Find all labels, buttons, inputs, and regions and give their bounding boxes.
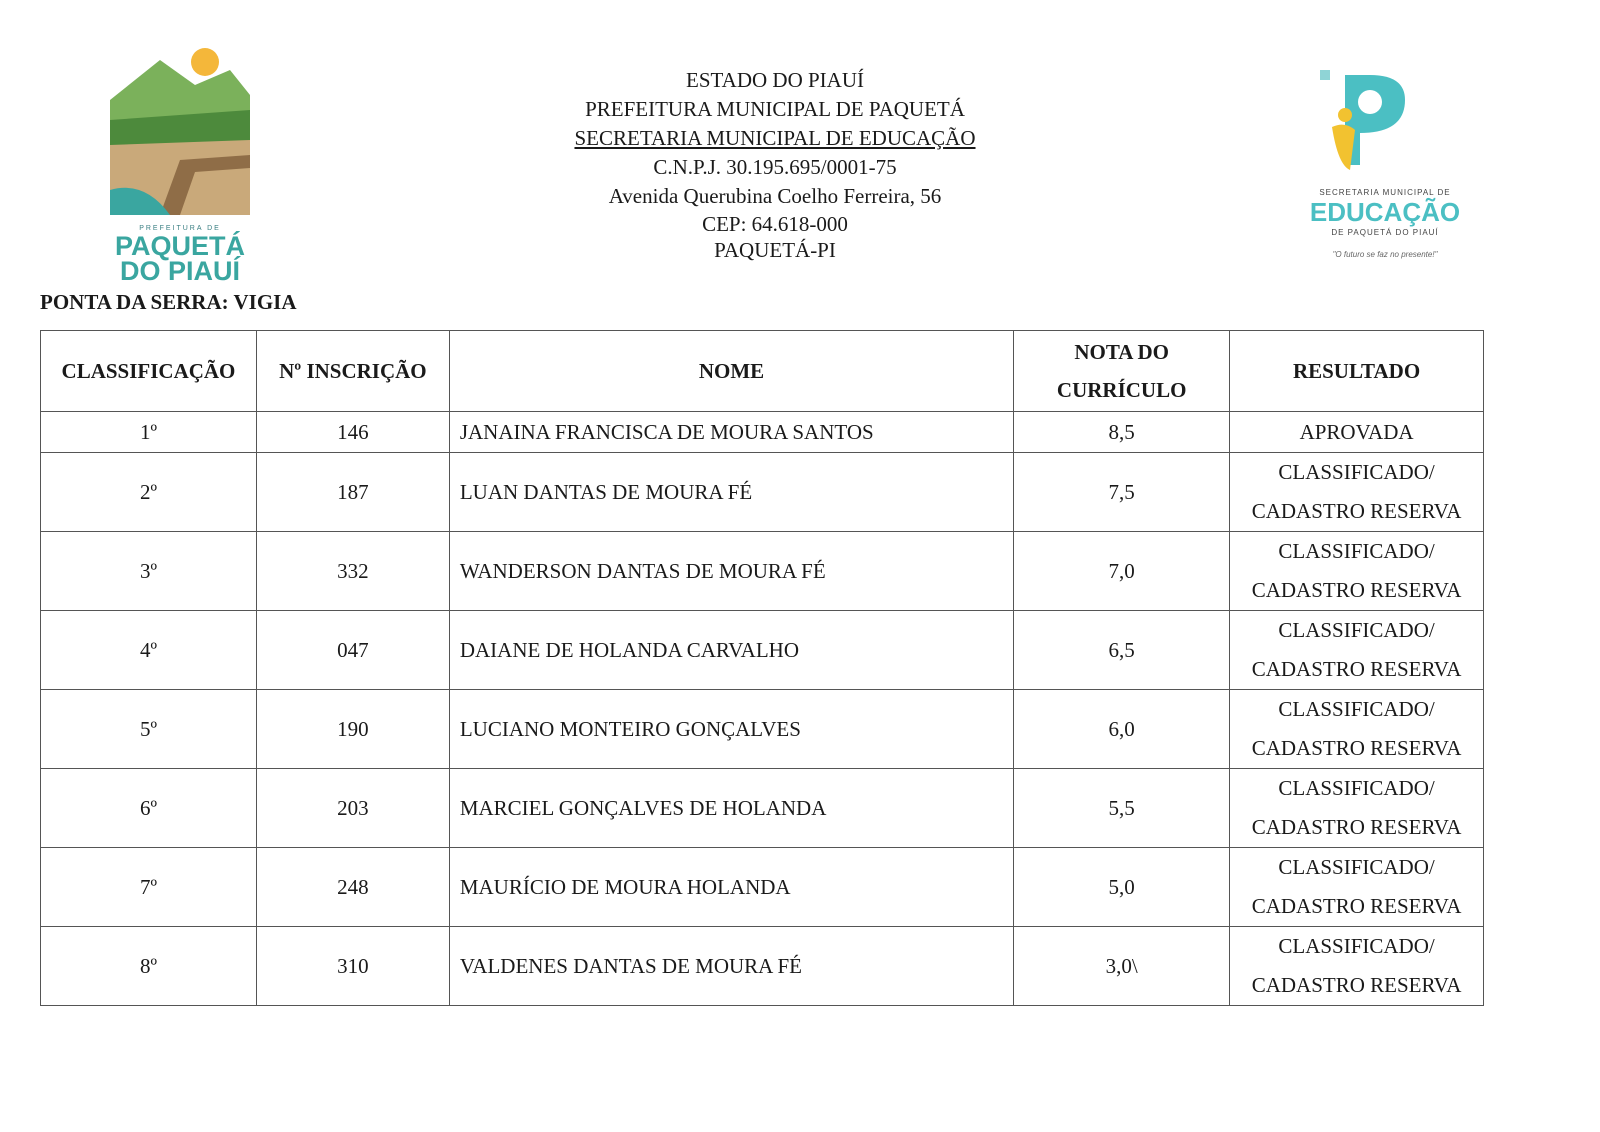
cell-classificacao: 6º: [41, 769, 257, 848]
header-nome: NOME: [449, 331, 1013, 412]
cell-inscricao: 203: [256, 769, 449, 848]
cell-inscricao: 187: [256, 453, 449, 532]
table-row: [41, 532, 1484, 611]
cell-nome: MARCIEL GONÇALVES DE HOLANDA: [449, 769, 1013, 848]
resultado-line1: CLASSIFICADO/: [1278, 934, 1435, 958]
cell-nome: WANDERSON DANTAS DE MOURA FÉ: [449, 532, 1013, 611]
results-table: [40, 330, 1484, 1006]
cell-classificacao: 8º: [41, 927, 257, 1006]
state-line: ESTADO DO PIAUÍ: [686, 68, 864, 92]
secretariat-line: SECRETARIA MUNICIPAL DE EDUCAÇÃO: [574, 126, 976, 150]
resultado-line2: CADASTRO RESERVA: [1251, 815, 1462, 839]
logo-subtitle: DO PIAUÍ: [119, 256, 241, 286]
document-header: [0, 0, 1600, 290]
table-row: [41, 453, 1484, 532]
table-row: [41, 927, 1484, 1006]
cell-inscricao: 190: [256, 690, 449, 769]
cep-line: CEP: 64.618-000: [702, 212, 848, 236]
cnpj-line: C.N.P.J. 30.195.695/0001-75: [653, 155, 897, 179]
table-row: [41, 769, 1484, 848]
cell-nome: LUAN DANTAS DE MOURA FÉ: [449, 453, 1013, 532]
sun-icon: [191, 48, 219, 76]
cell-inscricao: 248: [256, 848, 449, 927]
table-row: [41, 690, 1484, 769]
cell-resultado: [1230, 453, 1484, 532]
resultado-line2: CADASTRO RESERVA: [1251, 657, 1462, 681]
resultado-line2: CADASTRO RESERVA: [1251, 894, 1462, 918]
cell-nota: 5,0: [1014, 848, 1230, 927]
cell-nome: MAURÍCIO DE MOURA HOLANDA: [449, 848, 1013, 927]
cell-nome: DAIANE DE HOLANDA CARVALHO: [449, 611, 1013, 690]
table-header-row: [41, 331, 1484, 412]
address-line: Avenida Querubina Coelho Ferreira, 56: [608, 184, 942, 208]
resultado-line2: CADASTRO RESERVA: [1251, 499, 1462, 523]
header-nota-line2: CURRÍCULO: [1056, 378, 1187, 402]
resultado-line1: CLASSIFICADO/: [1278, 539, 1435, 563]
cell-inscricao: 332: [256, 532, 449, 611]
resultado-line1: CLASSIFICADO/: [1278, 618, 1435, 642]
logo-caption-top: SECRETARIA MUNICIPAL DE: [1319, 188, 1451, 197]
cell-nome: JANAINA FRANCISCA DE MOURA SANTOS: [449, 412, 1013, 453]
cell-nome: VALDENES DANTAS DE MOURA FÉ: [449, 927, 1013, 1006]
prefecture-line: PREFEITURA MUNICIPAL DE PAQUETÁ: [585, 97, 965, 121]
logo-caption: PREFEITURA DE: [139, 225, 221, 232]
header-classificacao: CLASSIFICAÇÃO: [41, 331, 257, 412]
cell-resultado: [1230, 690, 1484, 769]
prefeitura-logo: [100, 40, 260, 286]
resultado-line2: CADASTRO RESERVA: [1251, 736, 1462, 760]
header-nota-line1: NOTA DO: [1074, 340, 1170, 364]
p-letter-icon: [1345, 75, 1405, 165]
cell-classificacao: 3º: [41, 532, 257, 611]
cell-resultado: [1230, 769, 1484, 848]
institution-info: [470, 66, 1080, 263]
city-line: PAQUETÁ-PI: [714, 238, 836, 262]
cell-classificacao: 4º: [41, 611, 257, 690]
cell-nota: 7,5: [1014, 453, 1230, 532]
header-resultado: RESULTADO: [1230, 331, 1484, 412]
cell-nota: 3,0\: [1014, 927, 1230, 1006]
cell-nome: LUCIANO MONTEIRO GONÇALVES: [449, 690, 1013, 769]
logo-title: EDUCAÇÃO: [1309, 197, 1461, 227]
resultado-line2: CADASTRO RESERVA: [1251, 578, 1462, 602]
resultado-line1: CLASSIFICADO/: [1278, 697, 1435, 721]
section-title: PONTA DA SERRA: VIGIA: [40, 290, 297, 314]
cell-nota: 6,0: [1014, 690, 1230, 769]
header-inscricao: Nº INSCRIÇÃO: [256, 331, 449, 412]
cell-inscricao: 047: [256, 611, 449, 690]
table-row: [41, 611, 1484, 690]
cell-resultado: [1230, 927, 1484, 1006]
person-icon: [1338, 108, 1352, 122]
header-nota: [1014, 331, 1230, 412]
table-row: [41, 412, 1484, 453]
cell-resultado: [1230, 611, 1484, 690]
resultado-line2: CADASTRO RESERVA: [1251, 973, 1462, 997]
logo-caption-bottom: DE PAQUETÁ DO PIAUÍ: [1331, 228, 1439, 237]
cell-classificacao: 1º: [41, 412, 257, 453]
cell-classificacao: 7º: [41, 848, 257, 927]
cell-inscricao: 146: [256, 412, 449, 453]
cell-resultado: [1230, 532, 1484, 611]
cell-resultado: APROVADA: [1230, 412, 1484, 453]
cell-classificacao: 5º: [41, 690, 257, 769]
cell-nota: 5,5: [1014, 769, 1230, 848]
resultado-line1: CLASSIFICADO/: [1278, 460, 1435, 484]
cell-nota: 8,5: [1014, 412, 1230, 453]
cell-nota: 6,5: [1014, 611, 1230, 690]
logo-slogan: "O futuro se faz no presente!": [1332, 250, 1438, 259]
resultado-line1: CLASSIFICADO/: [1278, 855, 1435, 879]
education-secretariat-logo: [1300, 55, 1470, 275]
table-row: [41, 848, 1484, 927]
logo-title: PAQUETÁ: [114, 231, 246, 261]
cell-inscricao: 310: [256, 927, 449, 1006]
resultado-line1: CLASSIFICADO/: [1278, 776, 1435, 800]
cell-classificacao: 2º: [41, 453, 257, 532]
cell-resultado: [1230, 848, 1484, 927]
cell-nota: 7,0: [1014, 532, 1230, 611]
